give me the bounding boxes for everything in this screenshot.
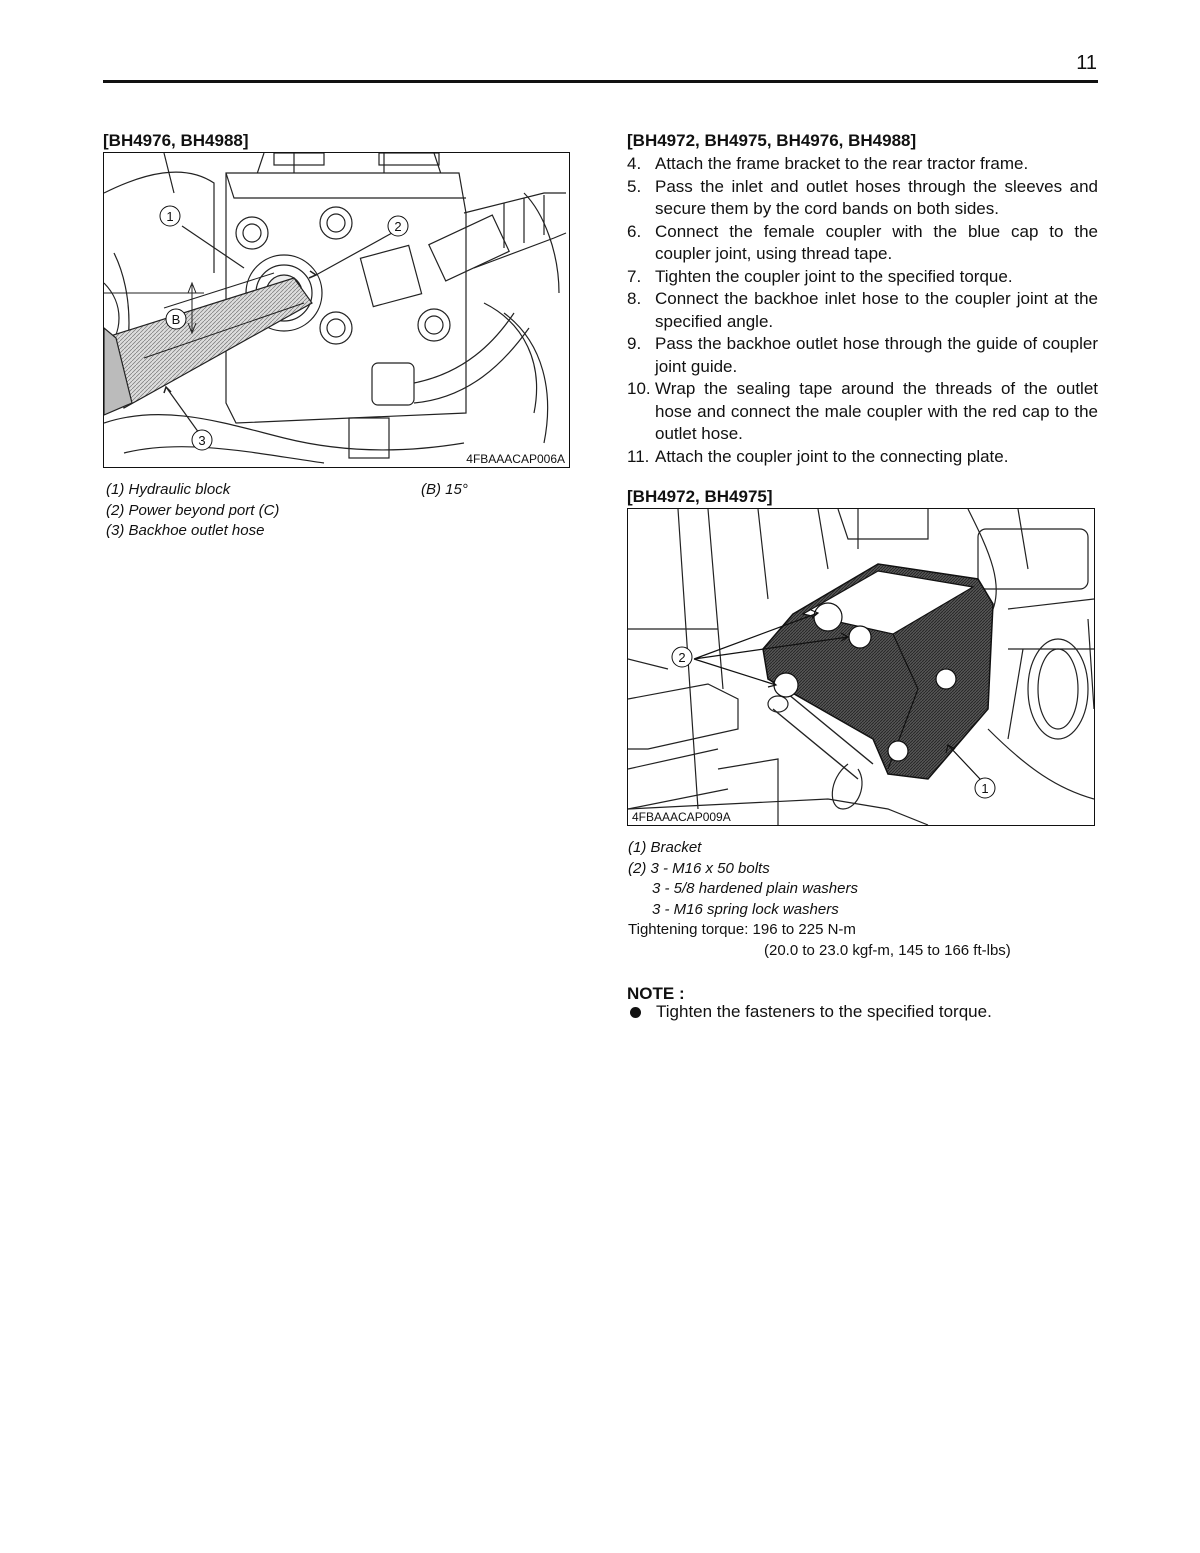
step-number: 10.: [627, 379, 651, 398]
header-rule: [103, 80, 1098, 83]
page-number: 11: [1076, 52, 1097, 74]
step-number: 7.: [627, 266, 642, 286]
hydraulic-block-illustration: [104, 153, 569, 467]
step-text: Wrap the sealing tape around the threads of the outlet hose and connect the male coupler with the red cap to the outlet hose.: [655, 379, 1098, 443]
step-item: [627, 153, 1098, 176]
step-item: [627, 176, 1098, 221]
callout-3: 3: [198, 433, 206, 448]
caption-angle-b: (B) 15°: [421, 481, 468, 498]
step-item: [627, 446, 1098, 469]
step-number: 6.: [627, 221, 642, 241]
step-text: Tighten the coupler joint to the specified torque.: [655, 266, 1013, 286]
bracket-illustration: [628, 509, 1094, 825]
caption-backhoe-outlet-hose: (3) Backhoe outlet hose: [106, 522, 265, 539]
step-text: Connect the backhoe inlet hose to the coupler joint at the specified angle.: [655, 289, 1098, 331]
step-item: [627, 378, 1098, 446]
step-item: [627, 333, 1098, 378]
caption-lock-washers: 3 - M16 spring lock washers: [652, 900, 839, 918]
bracket-figure: [627, 508, 1095, 826]
hydraulic-block-figure: [103, 152, 570, 468]
step-number: 5.: [627, 176, 642, 196]
right-heading: [BH4972, BH4975, BH4976, BH4988]: [627, 131, 917, 150]
step-number: 11.: [627, 446, 650, 466]
caption-hydraulic-block: (1) Hydraulic block: [106, 481, 231, 498]
tightening-torque: Tightening torque: 196 to 225 N-m: [628, 921, 856, 938]
caption-bolts: (2) 3 - M16 x 50 bolts: [628, 859, 770, 877]
callout-1: 1: [166, 209, 174, 224]
callout-b: B: [171, 312, 181, 327]
step-text: Pass the backhoe outlet hose through the guide of coupler joint guide.: [655, 334, 1098, 376]
caption-bracket: (1) Bracket: [628, 839, 702, 856]
step-item: [627, 266, 1098, 289]
installation-steps: [627, 153, 1098, 468]
step-item: [627, 288, 1098, 333]
figure-code-right: 4FBAAACAP009A: [632, 810, 731, 824]
step-item: [627, 221, 1098, 266]
figure-code-left: 4FBAAACAP006A: [466, 452, 565, 466]
callout-bracket: 1: [981, 781, 989, 796]
step-number: 4.: [627, 154, 642, 173]
right-heading-2: [BH4972, BH4975]: [627, 487, 773, 506]
step-text: Attach the coupler joint to the connecting plate.: [655, 446, 1009, 466]
note-label: NOTE :: [627, 984, 685, 1003]
left-heading: [BH4976, BH4988]: [103, 131, 249, 150]
callout-bolts: 2: [678, 650, 686, 665]
step-text: Attach the frame bracket to the rear tractor frame.: [655, 154, 1029, 173]
step-text: Pass the inlet and outlet hoses through the sleeves and secure them by the cord bands on both sides.: [655, 176, 1098, 218]
step-number: 9.: [627, 334, 642, 353]
caption-plain-washers: 3 - 5/8 hardened plain washers: [652, 880, 858, 897]
note-text: Tighten the fasteners to the specified torque.: [656, 1002, 992, 1021]
note-item: [630, 1002, 992, 1022]
left-captions: [106, 480, 279, 542]
bracket-captions: [628, 838, 1011, 961]
caption-power-beyond-port: (2) Power beyond port (C): [106, 501, 280, 519]
callout-2: 2: [394, 219, 402, 234]
step-text: Connect the female coupler with the blue cap to the coupler joint, using thread tape.: [655, 221, 1098, 263]
bullet-icon: [630, 1007, 641, 1018]
tightening-torque-alt: (20.0 to 23.0 kgf-m, 145 to 166 ft-lbs): [764, 941, 1011, 959]
step-number: 8.: [627, 289, 642, 308]
